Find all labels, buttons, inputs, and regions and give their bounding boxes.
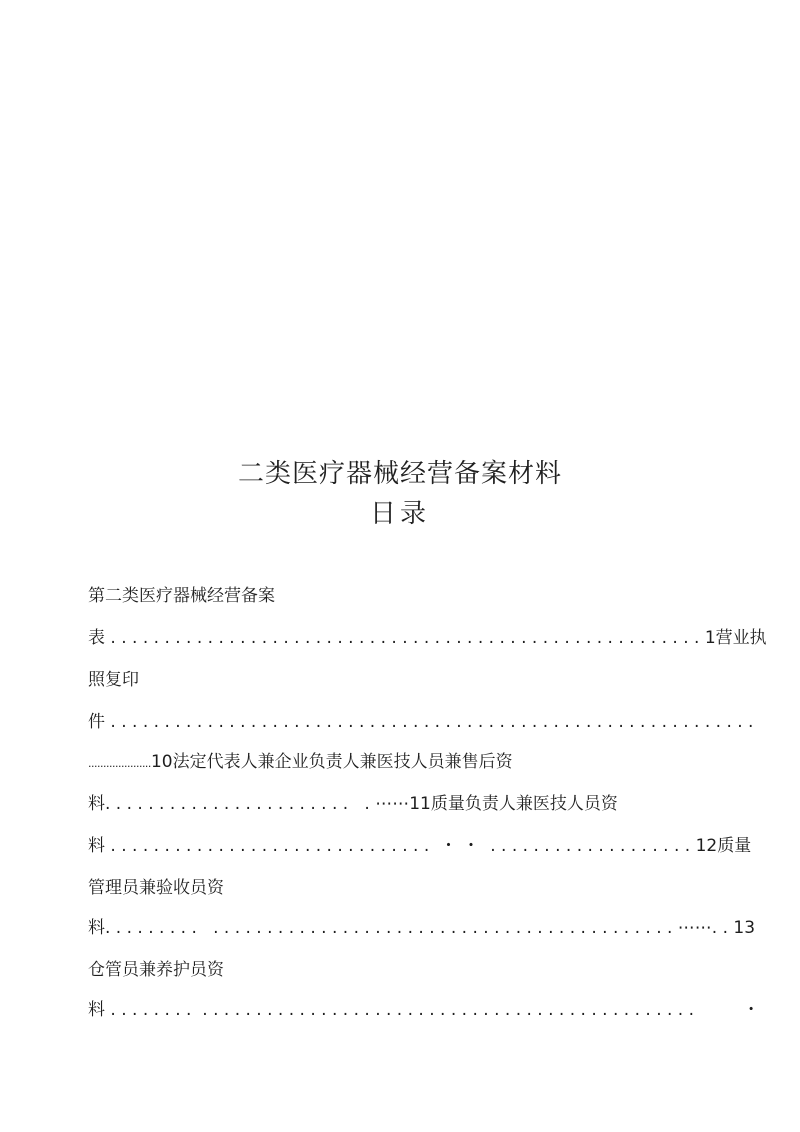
toc-entry: 10法定代表人兼企业负责人兼医技人员兼售后资: [150, 752, 513, 772]
toc-line: 仓管员兼养护员资: [88, 960, 224, 980]
toc-line: 料. . . . . . . . . . . . . . . . . . . . . . . . ⋯⋯11质量负责人兼医技人员资: [88, 794, 618, 814]
toc-line: 第二类医疗器械经营备案: [88, 586, 275, 606]
toc-line: 件 . . . . . . . . . . . . . . . . . . . . . . . . . . . . . . . . . . . . . . . . . . . . . . . . . . . . . . . . . . . .: [88, 712, 754, 732]
toc-line: 表 . . . . . . . . . . . . . . . . . . . . . . . . . . . . . . . . . . . . . . . . . . . . . . . . . . . . . . . 1营业执: [88, 628, 767, 648]
toc-line: 管理员兼验收员资: [88, 878, 224, 898]
toc-line: [88, 750, 513, 776]
toc-line: 料 . . . . . . . . . . . . . . . . . . . . . . . . . . . . . . . . . . . . . . . . . . . . . . . . . . . . . . ・: [88, 1000, 760, 1020]
toc-line: 料. . . . . . . . . . . . . . . . . . . . . . . . . . . . . . . . . . . . . . . . . . . . . . . . . . . . ⋯⋯. . 13: [88, 918, 756, 938]
document-subtitle: 日录: [369, 499, 430, 529]
toc-line: 料 . . . . . . . . . . . . . . . . . . . . . . . . . . . . . . ・ ・ . . . . . . . . . . . . . . . . . . . 12质量: [88, 836, 752, 856]
leader-dots: .....................: [88, 757, 151, 770]
toc-line: 照复印: [88, 670, 139, 690]
document-title: 二类医疗器械经营备案材料: [237, 459, 562, 489]
